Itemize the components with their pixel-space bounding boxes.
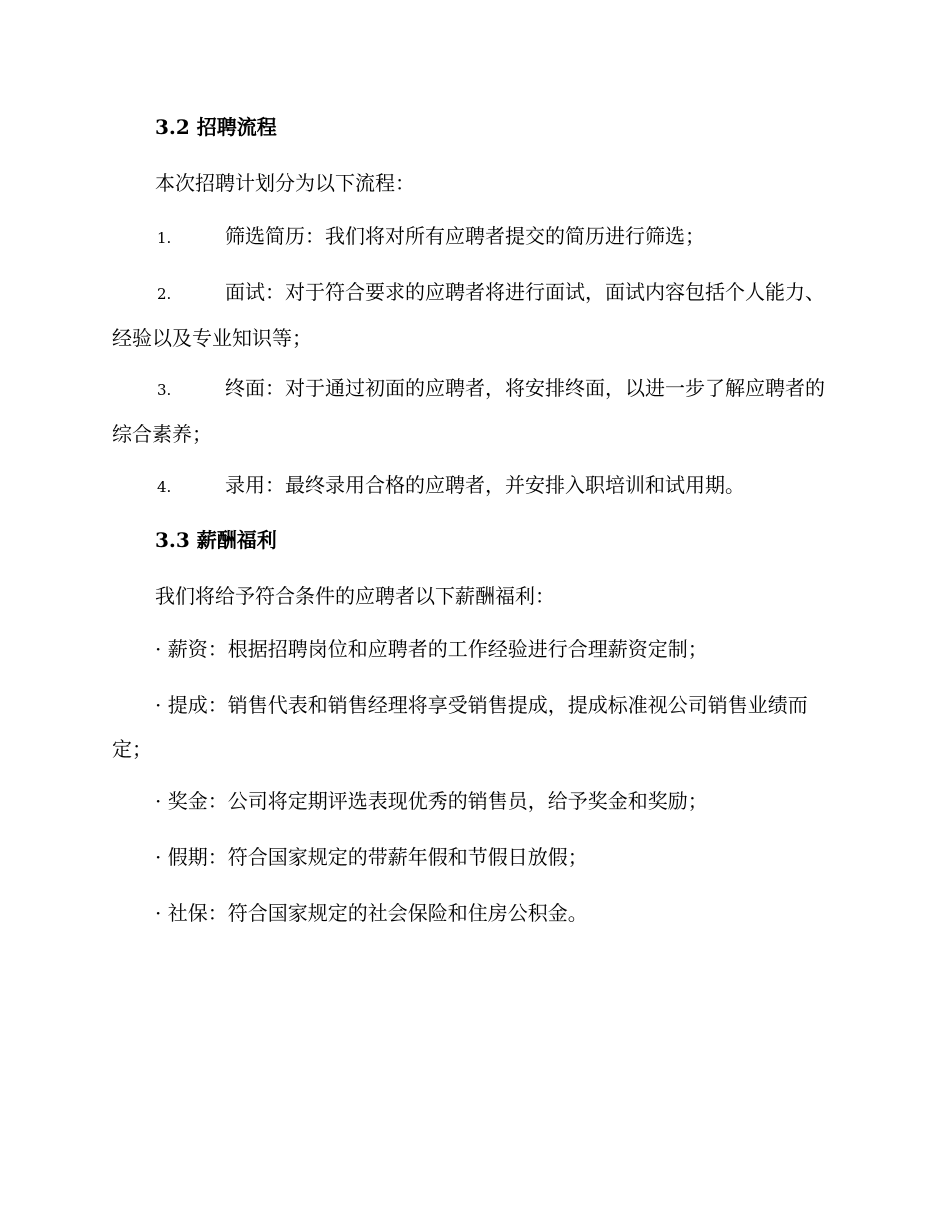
step-number: 3.	[157, 381, 172, 399]
section-heading-recruitment-process: 3.2 招聘流程	[155, 115, 277, 139]
benefit-item-social-insurance: · 社保：符合国家规定的社会保险和住房公积金。	[155, 901, 588, 925]
benefit-item-commission: · 提成：销售代表和销售经理将享受销售提成，提成标准视公司销售业绩而定；	[112, 693, 808, 761]
process-step-2	[112, 270, 837, 360]
benefit-item-bonus: · 奖金：公司将定期评选表现优秀的销售员，给予奖金和奖励；	[155, 789, 708, 813]
step-number: 4.	[157, 478, 172, 496]
step-text: 录用：最终录用合格的应聘者，并安排入职培训和试用期。	[225, 473, 745, 497]
process-step-4	[112, 463, 837, 509]
benefit-item-holidays: · 假期：符合国家规定的带薪年假和节假日放假；	[155, 845, 588, 869]
recruitment-process-intro: 本次招聘计划分为以下流程：	[155, 171, 415, 195]
benefit-item-salary: · 薪资：根据招聘岗位和应聘者的工作经验进行合理薪资定制；	[155, 637, 708, 661]
process-step-1	[112, 214, 837, 260]
step-number: 1.	[157, 229, 172, 247]
section-heading-compensation-benefits: 3.3 薪酬福利	[155, 528, 277, 552]
step-text: 面试：对于符合要求的应聘者将进行面试，面试内容包括个人能力、经验以及专业知识等；	[112, 280, 825, 350]
compensation-intro: 我们将给予符合条件的应聘者以下薪酬福利：	[155, 584, 555, 608]
step-text: 终面：对于通过初面的应聘者，将安排终面，以进一步了解应聘者的综合素养；	[112, 376, 825, 446]
step-text: 筛选简历：我们将对所有应聘者提交的简历进行筛选；	[225, 224, 705, 248]
step-number: 2.	[157, 285, 172, 303]
process-step-3	[112, 366, 837, 456]
